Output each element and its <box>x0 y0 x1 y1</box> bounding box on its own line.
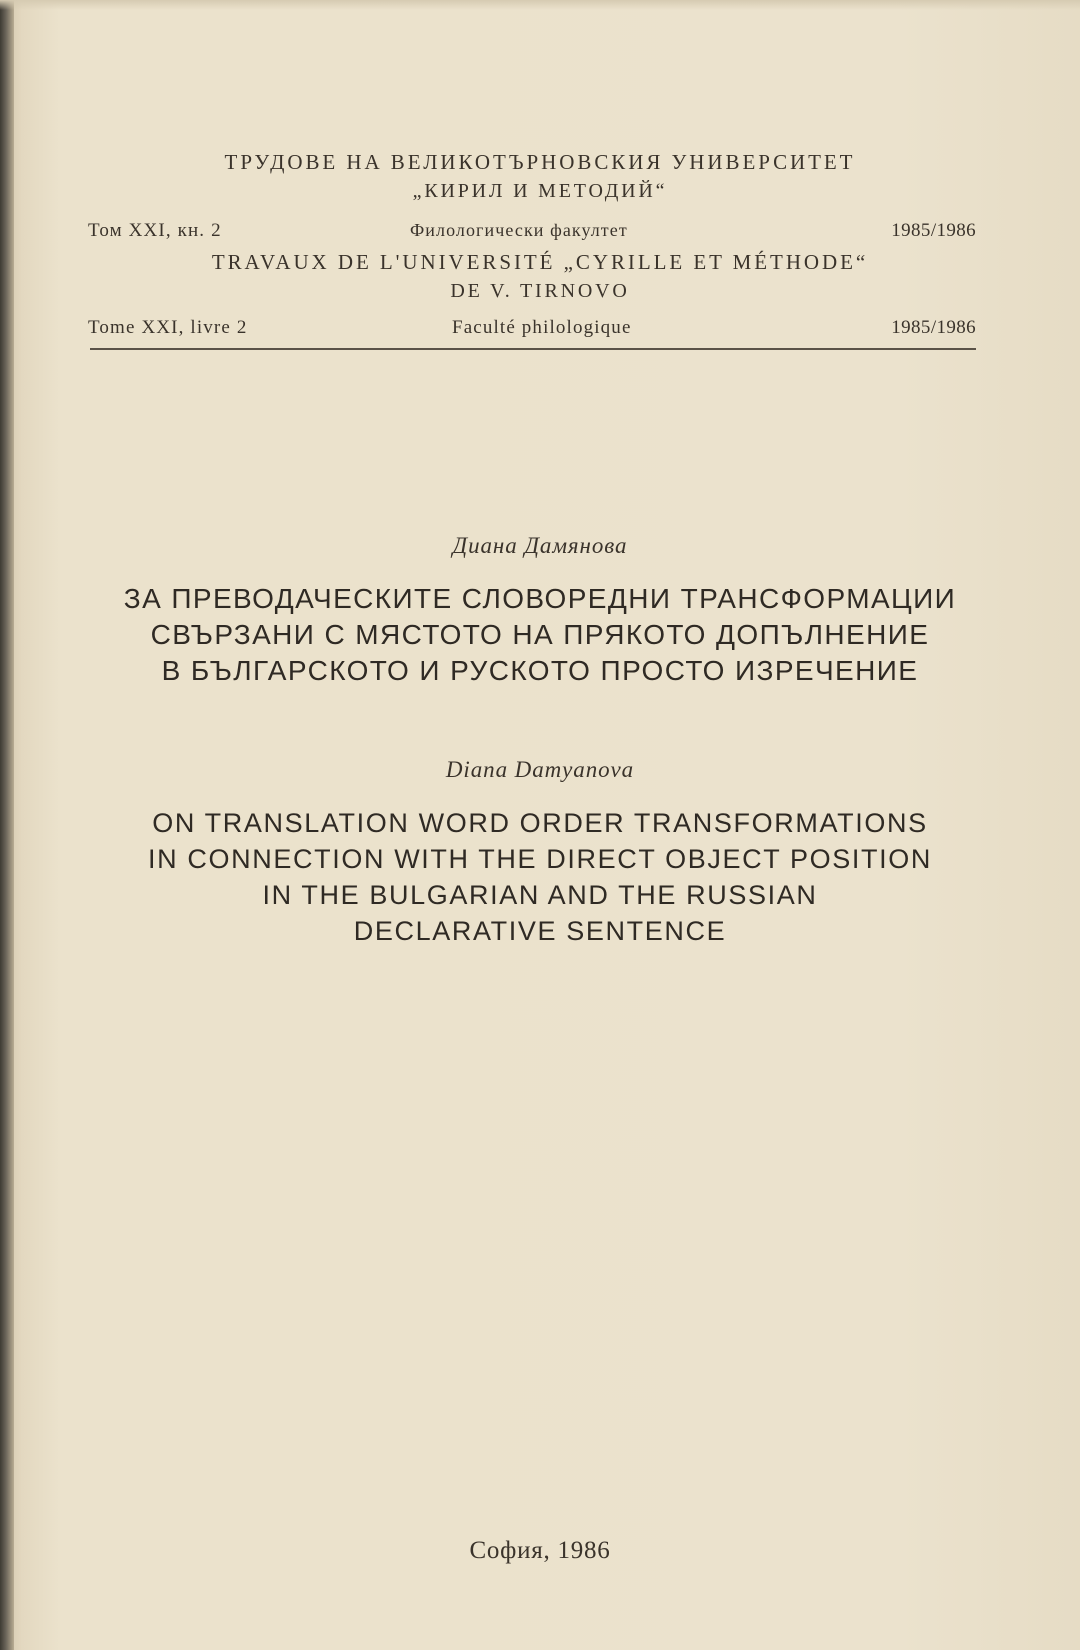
author-bg: Диана Дамянова <box>452 533 628 558</box>
title-bg-line-1: ЗА ПРЕВОДАЧЕСКИТЕ СЛОВОРЕДНИ ТРАНСФОРМАЦИИ <box>123 583 957 614</box>
fr-faculty: Faculté philologique <box>452 317 632 338</box>
title-bg-line-2: СВЪРЗАНИ С МЯСТОТО НА ПРЯКОТО ДОПЪЛНЕНИЕ <box>150 619 930 650</box>
fr-volume-info: Tome XXI, livre 2 <box>88 317 248 338</box>
header-divider <box>90 348 976 350</box>
bg-volume-info: Том XXI, кн. 2 <box>88 220 222 241</box>
bg-years: 1985/1986 <box>891 220 976 241</box>
title-en-line-4: DECLARATIVE SENTENCE <box>353 916 727 946</box>
title-en-line-3: IN THE BULGARIAN AND THE RUSSIAN <box>262 880 818 910</box>
fr-university-city: DE V. TIRNOVO <box>450 280 630 302</box>
author-en: Diana Damyanova <box>445 757 635 782</box>
title-bg-line-3: В БЪЛГАРСКОТО И РУСКОТО ПРОСТО ИЗРЕЧЕНИЕ <box>161 655 919 686</box>
publication-imprint: София, 1986 <box>469 1537 611 1564</box>
bg-university-patrons: „КИРИЛ И МЕТОДИЙ“ <box>412 180 668 202</box>
title-en-line-1: ON TRANSLATION WORD ORDER TRANSFORMATIONS <box>152 808 928 838</box>
fr-university-name: TRAVAUX DE L'UNIVERSITÉ „CYRILLE ET MÉTHODE“ <box>211 250 869 274</box>
title-en-line-2: IN CONNECTION WITH THE DIRECT OBJECT POSITION <box>148 844 932 874</box>
page-top-edge <box>0 0 1080 10</box>
bg-faculty: Филологически факултет <box>410 220 628 240</box>
fr-years: 1985/1986 <box>891 317 976 338</box>
bg-university-name: ТРУДОВЕ НА ВЕЛИКОТЪРНОВСКИЯ УНИВЕРСИТЕТ <box>224 150 856 174</box>
